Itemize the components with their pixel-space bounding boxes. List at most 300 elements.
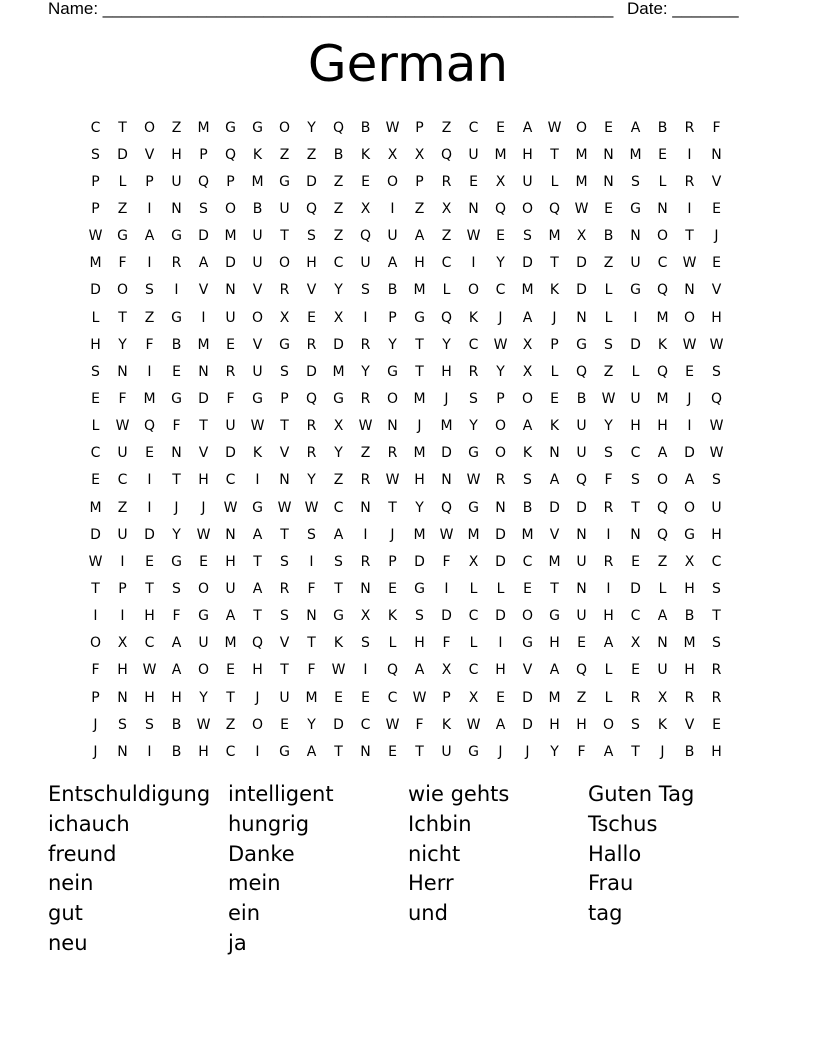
grid-letter: Q [656, 363, 669, 380]
grid-letter: X [360, 608, 371, 625]
grid-letter: M [548, 689, 561, 706]
grid-letter: Q [575, 662, 588, 679]
grid-letter: E [550, 390, 559, 407]
grid-letter: X [333, 309, 344, 326]
grid-letter: X [117, 635, 128, 652]
grid-letter: S [91, 363, 100, 380]
grid-letter: X [684, 553, 695, 570]
grid-letter: G [468, 499, 479, 516]
grid-letter: A [252, 526, 263, 543]
grid-letter: H [198, 472, 209, 489]
grid-letter: Y [307, 472, 316, 489]
grid-letter: L [631, 363, 640, 380]
grid-letter: M [224, 635, 237, 652]
grid-letter: E [361, 173, 370, 190]
grid-letter: N [225, 282, 236, 299]
grid-letter: G [252, 390, 263, 407]
grid-letter: E [307, 309, 316, 326]
grid-letter: H [711, 526, 722, 543]
grid-letter: L [604, 662, 613, 679]
word-list-item: neu [48, 930, 88, 955]
grid-letter: A [225, 608, 236, 625]
grid-letter: P [442, 689, 451, 706]
grid-letter: V [144, 146, 155, 163]
grid-letter: E [604, 200, 613, 217]
grid-letter: I [174, 282, 179, 299]
grid-letter: M [413, 526, 426, 543]
grid-letter: L [658, 173, 667, 190]
grid-letter: E [577, 635, 586, 652]
grid-letter: V [252, 282, 263, 299]
grid-letter: T [145, 580, 154, 597]
grid-letter: X [522, 336, 533, 353]
grid-letter: C [225, 743, 236, 760]
grid-letter: W [142, 662, 157, 679]
grid-letter: X [468, 553, 479, 570]
grid-letter: K [657, 336, 668, 353]
grid-letter: L [91, 418, 100, 435]
grid-letter: O [224, 200, 237, 217]
grid-letter: R [279, 580, 290, 597]
grid-letter: E [631, 553, 640, 570]
grid-letter: Y [496, 363, 505, 380]
grid-letter: U [117, 445, 128, 462]
word-list-item: ja [228, 930, 247, 955]
grid-letter: Y [334, 445, 343, 462]
grid-letter: O [656, 228, 669, 245]
grid-letter: R [225, 363, 236, 380]
grid-letter: R [171, 255, 182, 272]
grid-letter: Q [386, 662, 399, 679]
grid-letter: C [225, 472, 236, 489]
grid-letter: D [522, 716, 533, 733]
grid-letter: J [444, 390, 449, 407]
grid-letter: U [576, 608, 587, 625]
grid-letter: N [495, 499, 506, 516]
grid-letter: N [576, 309, 587, 326]
grid-letter: N [711, 146, 722, 163]
word-list-item: nein [48, 871, 94, 896]
grid-letter: H [414, 255, 425, 272]
grid-letter: S [604, 445, 613, 462]
grid-letter: Q [548, 200, 561, 217]
grid-letter: W [304, 499, 319, 516]
grid-letter: I [471, 255, 476, 272]
grid-letter: H [144, 689, 155, 706]
grid-letter: H [684, 662, 695, 679]
grid-letter: E [91, 472, 100, 489]
grid-letter: M [494, 146, 507, 163]
grid-letter: F [415, 716, 424, 733]
word-list-item: freund [48, 841, 117, 866]
grid-letter: M [332, 363, 345, 380]
grid-letter: E [361, 689, 370, 706]
grid-letter: G [333, 390, 344, 407]
grid-letter: A [252, 580, 263, 597]
grid-letter: U [252, 363, 263, 380]
grid-letter: N [171, 200, 182, 217]
grid-letter: T [118, 309, 127, 326]
grid-letter: T [415, 743, 424, 760]
grid-letter: U [441, 743, 452, 760]
grid-letter: G [387, 363, 398, 380]
grid-letter: X [414, 146, 425, 163]
grid-letter: Q [305, 390, 318, 407]
grid-letter: K [657, 716, 668, 733]
grid-letter: T [550, 255, 559, 272]
grid-letter: N [576, 526, 587, 543]
grid-letter: P [415, 173, 424, 190]
grid-letter: T [415, 336, 424, 353]
grid-letter: M [251, 173, 264, 190]
grid-letter: S [523, 472, 532, 489]
grid-letter: U [279, 689, 290, 706]
grid-letter: D [117, 146, 128, 163]
grid-letter: W [493, 336, 508, 353]
grid-letter: N [198, 363, 209, 380]
grid-letter: Y [361, 363, 370, 380]
grid-letter: B [684, 743, 695, 760]
grid-letter: G [414, 309, 425, 326]
grid-letter: A [171, 662, 182, 679]
grid-letter: V [198, 445, 209, 462]
word-list-item: Frau [588, 871, 634, 896]
grid-letter: C [333, 255, 344, 272]
grid-letter: F [577, 743, 586, 760]
name-field-label: Name: ______________________________________________________ [48, 0, 614, 18]
grid-letter: U [630, 390, 641, 407]
grid-letter: E [604, 119, 613, 136]
grid-letter: F [307, 662, 316, 679]
grid-letter: W [709, 336, 724, 353]
grid-letter: Y [415, 499, 424, 516]
grid-letter: M [656, 309, 669, 326]
grid-letter: I [120, 553, 125, 570]
grid-letter: Q [440, 146, 453, 163]
grid-letter: P [118, 580, 127, 597]
grid-letter: G [279, 743, 290, 760]
grid-letter: D [549, 499, 560, 516]
grid-letter: B [684, 608, 695, 625]
grid-letter: R [495, 472, 506, 489]
date-field-label: Date: _______ [627, 0, 739, 18]
grid-letter: Y [307, 119, 316, 136]
grid-letter: G [468, 445, 479, 462]
grid-letter: E [496, 228, 505, 245]
grid-letter: R [603, 499, 614, 516]
grid-letter: W [385, 716, 400, 733]
grid-letter: K [522, 445, 533, 462]
grid-letter: S [631, 716, 640, 733]
grid-letter: A [522, 119, 533, 136]
grid-letter: R [441, 173, 452, 190]
grid-letter: B [171, 743, 182, 760]
grid-letter: A [549, 472, 560, 489]
grid-letter: G [522, 635, 533, 652]
grid-letter: M [197, 336, 210, 353]
grid-letter: T [334, 743, 343, 760]
grid-letter: B [387, 282, 398, 299]
grid-letter: Y [307, 716, 316, 733]
grid-letter: O [116, 282, 129, 299]
grid-letter: W [709, 418, 724, 435]
grid-letter: H [684, 580, 695, 597]
grid-letter: U [117, 526, 128, 543]
grid-letter: I [498, 635, 503, 652]
grid-letter: P [145, 173, 154, 190]
grid-letter: O [494, 445, 507, 462]
grid-letter: G [414, 580, 425, 597]
grid-letter: S [361, 282, 370, 299]
grid-letter: X [630, 635, 641, 652]
grid-letter: R [279, 282, 290, 299]
grid-letter: K [441, 716, 452, 733]
grid-letter: F [712, 119, 721, 136]
grid-letter: I [606, 580, 611, 597]
grid-letter: K [549, 418, 560, 435]
grid-letter: N [576, 580, 587, 597]
grid-letter: C [657, 255, 668, 272]
grid-letter: K [252, 445, 263, 462]
grid-letter: K [252, 146, 263, 163]
grid-letter: Q [143, 418, 156, 435]
grid-letter: C [333, 499, 344, 516]
grid-letter: Z [333, 200, 344, 217]
grid-letter: J [687, 390, 692, 407]
grid-letter: F [145, 336, 154, 353]
grid-letter: V [279, 445, 290, 462]
grid-letter: K [549, 282, 560, 299]
grid-letter: F [307, 580, 316, 597]
grid-letter: G [198, 608, 209, 625]
grid-letter: A [630, 119, 641, 136]
grid-letter: O [89, 635, 102, 652]
grid-letter: T [226, 689, 235, 706]
grid-letter: S [604, 336, 613, 353]
word-list-item: gut [48, 901, 83, 926]
grid-letter: T [253, 553, 262, 570]
grid-letter: M [548, 553, 561, 570]
grid-letter: V [711, 173, 722, 190]
grid-letter: J [417, 418, 422, 435]
grid-letter: R [468, 363, 479, 380]
grid-letter: E [145, 553, 154, 570]
grid-letter: A [657, 608, 668, 625]
grid-letter: S [145, 716, 154, 733]
grid-letter: S [334, 553, 343, 570]
grid-letter: Z [576, 689, 587, 706]
grid-letter: E [496, 689, 505, 706]
grid-letter: E [172, 363, 181, 380]
grid-letter: G [279, 173, 290, 190]
grid-letter: Z [225, 716, 236, 733]
grid-letter: C [522, 553, 533, 570]
grid-letter: L [604, 689, 613, 706]
grid-letter: Q [224, 146, 237, 163]
grid-letter: Z [117, 499, 128, 516]
grid-letter: I [147, 255, 152, 272]
word-list-item: Entschuldigung [48, 782, 211, 806]
grid-letter: S [280, 363, 289, 380]
grid-letter: S [172, 580, 181, 597]
grid-letter: C [441, 255, 452, 272]
grid-letter: U [711, 499, 722, 516]
grid-letter: E [145, 445, 154, 462]
grid-letter: I [147, 363, 152, 380]
grid-letter: B [360, 119, 371, 136]
grid-letter: W [574, 200, 589, 217]
grid-letter: Q [305, 200, 318, 217]
grid-letter: H [252, 662, 263, 679]
grid-letter: Y [442, 336, 451, 353]
grid-letter: A [522, 309, 533, 326]
grid-letter: Q [197, 173, 210, 190]
grid-letter: C [495, 282, 506, 299]
grid-letter: M [575, 146, 588, 163]
grid-letter: S [307, 228, 316, 245]
grid-letter: O [197, 662, 210, 679]
word-list-item: ichauch [48, 811, 130, 836]
grid-letter: X [441, 662, 452, 679]
grid-letter: W [466, 716, 481, 733]
grid-letter: V [252, 336, 263, 353]
grid-letter: W [331, 662, 346, 679]
grid-letter: T [91, 580, 100, 597]
grid-letter: Q [440, 499, 453, 516]
grid-letter: W [466, 228, 481, 245]
grid-letter: T [415, 363, 424, 380]
grid-letter: I [147, 472, 152, 489]
grid-letter: A [144, 228, 155, 245]
grid-letter: N [117, 689, 128, 706]
grid-letter: G [171, 553, 182, 570]
grid-letter: A [414, 228, 425, 245]
grid-letter: C [468, 119, 479, 136]
grid-letter: O [197, 580, 210, 597]
grid-letter: I [147, 743, 152, 760]
grid-letter: F [226, 390, 235, 407]
grid-letter: A [603, 635, 614, 652]
grid-letter: A [657, 445, 668, 462]
grid-letter: V [711, 282, 722, 299]
grid-letter: N [360, 743, 371, 760]
grid-letter: I [309, 553, 314, 570]
grid-letter: Z [441, 119, 452, 136]
grid-letter: X [333, 418, 344, 435]
grid-letter: B [657, 119, 668, 136]
grid-letter: J [390, 526, 395, 543]
grid-letter: M [521, 526, 534, 543]
grid-letter: I [201, 309, 206, 326]
grid-letter: E [226, 662, 235, 679]
grid-letter: T [550, 146, 559, 163]
grid-letter: I [633, 309, 638, 326]
grid-letter: C [711, 553, 722, 570]
grid-letter: I [147, 200, 152, 217]
grid-letter: R [360, 336, 371, 353]
word-list-item: nicht [408, 841, 461, 866]
grid-letter: O [683, 309, 696, 326]
grid-letter: M [413, 445, 426, 462]
grid-letter: A [414, 662, 425, 679]
word-list-item: tag [588, 901, 623, 926]
word-list-item: Danke [228, 841, 295, 866]
grid-letter: L [442, 282, 451, 299]
grid-letter: W [709, 445, 724, 462]
grid-letter: U [360, 255, 371, 272]
grid-letter: Y [604, 418, 613, 435]
grid-letter: O [575, 119, 588, 136]
grid-letter: Y [469, 418, 478, 435]
grid-letter: A [549, 662, 560, 679]
grid-letter: Z [171, 119, 182, 136]
grid-letter: E [685, 363, 694, 380]
grid-letter: Q [710, 390, 723, 407]
grid-letter: S [118, 716, 127, 733]
grid-letter: M [629, 146, 642, 163]
grid-letter: J [498, 309, 503, 326]
grid-letter: T [253, 608, 262, 625]
grid-letter: G [333, 608, 344, 625]
grid-letter: D [306, 173, 317, 190]
grid-letter: S [361, 635, 370, 652]
grid-letter: L [604, 282, 613, 299]
grid-letter: U [468, 146, 479, 163]
grid-letter: O [278, 119, 291, 136]
grid-letter: T [280, 662, 289, 679]
grid-letter: W [412, 689, 427, 706]
grid-letter: S [712, 580, 721, 597]
grid-letter: D [144, 526, 155, 543]
grid-letter: S [712, 635, 721, 652]
grid-letter: V [198, 282, 209, 299]
grid-letter: I [444, 580, 449, 597]
grid-letter: W [466, 472, 481, 489]
grid-letter: B [171, 716, 182, 733]
grid-letter: L [550, 173, 559, 190]
grid-letter: D [522, 689, 533, 706]
grid-letter: I [687, 200, 692, 217]
grid-letter: G [252, 119, 263, 136]
grid-letter: X [441, 200, 452, 217]
grid-letter: S [712, 363, 721, 380]
grid-letter: W [682, 336, 697, 353]
grid-letter: H [711, 743, 722, 760]
grid-letter: C [387, 689, 398, 706]
grid-letter: A [333, 526, 344, 543]
grid-letter: H [441, 363, 452, 380]
grid-letter: W [682, 255, 697, 272]
grid-letter: E [334, 689, 343, 706]
grid-letter: O [251, 716, 264, 733]
grid-letter: K [468, 309, 479, 326]
grid-letter: R [630, 689, 641, 706]
grid-letter: Q [656, 282, 669, 299]
grid-letter: E [712, 255, 721, 272]
grid-letter: T [712, 608, 721, 625]
grid-letter: Y [118, 336, 127, 353]
grid-letter: S [199, 200, 208, 217]
grid-letter: S [280, 553, 289, 570]
grid-letter: D [225, 445, 236, 462]
grid-letter: O [467, 282, 480, 299]
grid-letter: A [198, 255, 209, 272]
grid-letter: E [280, 716, 289, 733]
grid-letter: G [279, 336, 290, 353]
grid-letter: N [657, 200, 668, 217]
grid-letter: R [711, 689, 722, 706]
grid-letter: C [90, 445, 101, 462]
